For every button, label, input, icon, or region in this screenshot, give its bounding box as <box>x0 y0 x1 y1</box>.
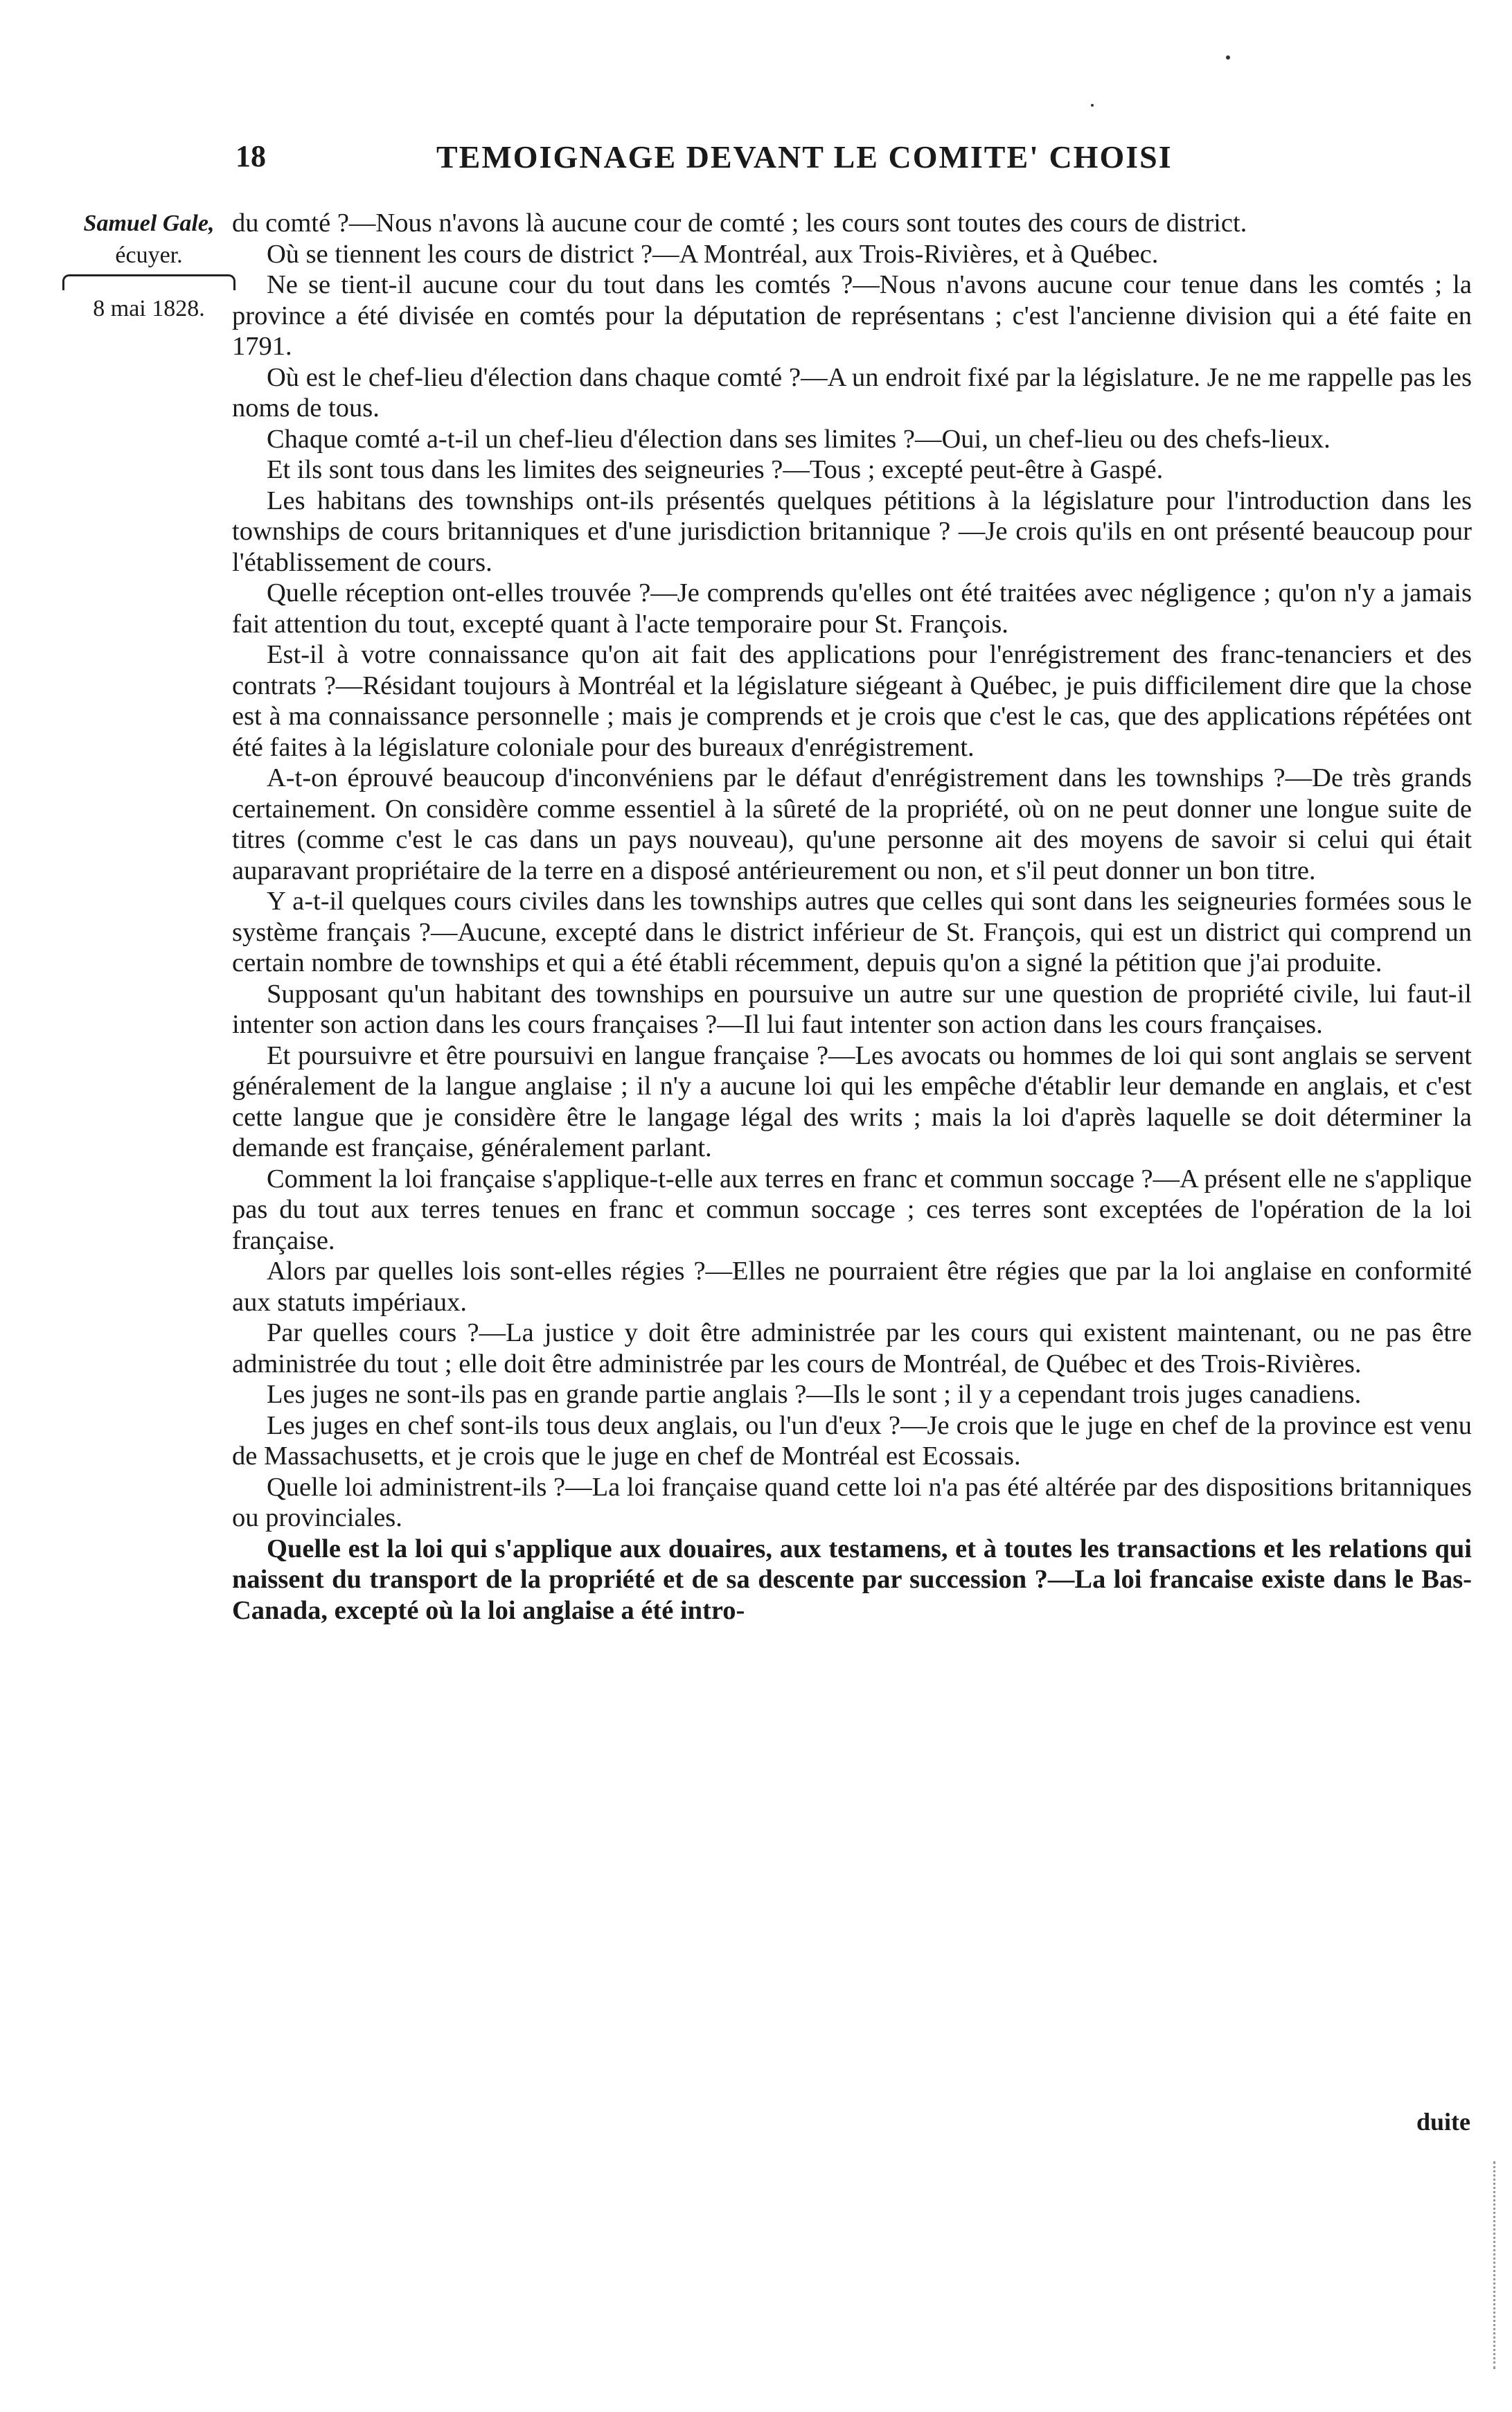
paragraph: A-t-on éprouvé beaucoup d'inconvéniens par le défaut d'enrégistrement dans les townships ?—De très grands certainement. On considère comme essentiel à la sûreté de la propriété, où on ne peut donner une longue suite de titres (comme c'est le cas dans un pays nouveau), qu'une personne ait des moyens de savoir si celui qui était auparavant propriétaire de la terre en a disposé antérieurement ou non, et s'il peut donner un bon titre. <box>232 763 1472 885</box>
paragraph: Les habitans des townships ont-ils présentés quelques pétitions à la législature pour l'introduction dans les townships de cours britanniques et d'une jurisdiction britannique ? —Je crois qu'ils en ont présenté beaucoup pour l'établissement de cours. <box>232 486 1472 577</box>
body-text <box>232 208 1472 1626</box>
margin-note <box>48 208 249 325</box>
page-number: 18 <box>235 139 266 173</box>
paragraph: Est-il à votre connaissance qu'on ait fait des applications pour l'enrégistrement des franc-tenanciers et des contrats ?—Résidant toujours à Montréal et la législature siégeant à Québec, je puis difficilement dire que la chose est à ma connaissance personnelle ; mais je comprends et je crois que c'est le cas, que des applications répétées ont été faites à la législature coloniale pour des bureaux d'enrégistrement. <box>232 640 1472 762</box>
paragraph: Les juges en chef sont-ils tous deux anglais, ou l'un d'eux ?—Je crois que le juge en chef de la province est venu de Massachusetts, et je crois que le juge en chef de Montréal est Ecossais. <box>232 1410 1472 1471</box>
running-title: TEMOIGNAGE DEVANT LE COMITE' CHOISI <box>436 139 1173 175</box>
witness-name: Samuel Gale, <box>83 211 215 236</box>
testimony-date: 8 mai 1828. <box>93 296 205 321</box>
paragraph: Chaque comté a-t-il un chef-lieu d'élection dans ses limites ?—Oui, un chef-lieu ou des chefs-lieux. <box>267 424 1331 454</box>
paragraph: Quelle loi administrent-ils ?—La loi française quand cette loi n'a pas été altérée par des dispositions britanniques ou provinciales. <box>232 1472 1472 1532</box>
paragraph: Et poursuivre et être poursuivi en langue française ?—Les avocats ou hommes de loi qui sont anglais se servent généralement de la langue anglaise ; il n'y a aucune loi qui les empêche d'établir leur demande en anglais, et c'est cette langue que je considère être le langage légal des writs ; mais la loi d'après laquelle se doit déterminer la demande est française, généralement parlant. <box>232 1040 1472 1162</box>
print-speck <box>1091 104 1094 107</box>
paragraph: Alors par quelles lois sont-elles régies ?—Elles ne pourraient être régies que par la loi anglaise en conformité aux statuts impériaux. <box>232 1257 1472 1317</box>
paragraph: Comment la loi française s'applique-t-elle aux terres en franc et commun soccage ?—A présent elle ne s'applique pas du tout aux terres tenues en franc et commun soccage ; ces terres sont exceptées de l'opération de la loi française. <box>232 1164 1472 1255</box>
paragraph: Et ils sont tous dans les limites des seigneuries ?—Tous ; excepté peut-être à Gaspé. <box>267 455 1164 484</box>
paragraph: Quelle réception ont-elles trouvée ?—Je comprends qu'elles ont été traitées avec négligence ; qu'on n'y a jamais fait attention du tout, excepté quant à l'acte temporaire pour St. François. <box>232 578 1472 639</box>
paragraph: Où se tiennent les cours de district ?—A Montréal, aux Trois-Rivières, et à Québec. <box>267 239 1159 269</box>
print-speck <box>1226 55 1230 60</box>
brace-ornament <box>62 274 235 290</box>
witness-title: écuyer. <box>115 242 183 268</box>
page-header <box>229 139 1468 180</box>
paragraph: Par quelles cours ?—La justice y doit être administrée par les cours qui existent maintenant, ou ne pas être administrée du tout ; elle doit être administrée par les cours de Montréal, de Québec et des Trois-Rivières. <box>232 1318 1472 1378</box>
paragraph: Où est le chef-lieu d'élection dans chaque comté ?—A un endroit fixé par la législature. Je ne me rappelle pas les noms de tous. <box>232 362 1472 423</box>
paragraph: Quelle est la loi qui s'applique aux douaires, aux testamens, et à toutes les transactions et les relations qui naissent du transport de la propriété et de sa descente par succession ?—La loi francaise existe dans le Bas-Canada, excepté où la loi anglaise a été intro- <box>232 1534 1472 1625</box>
paragraph: Y a-t-il quelques cours civiles dans les townships autres que celles qui sont dans les seigneuries formées sous le système français ?—Aucune, excepté dans le district inférieur de St. François, qui est un district qui comprend un certain nombre de townships et qui a été établi récemment, depuis qu'on a signé la pétition que j'ai produite. <box>232 887 1472 977</box>
paragraph: Ne se tient-il aucune cour du tout dans les comtés ?—Nous n'avons aucune cour tenue dans les comtés ; la province a été divisée en comtés pour la députation de représentans ; c'est l'ancienne division qui a été faite en 1791. <box>232 270 1472 361</box>
edge-marks <box>1489 2161 1495 2369</box>
paragraph: du comté ?—Nous n'avons là aucune cour de comté ; les cours sont toutes des cours de district. <box>232 209 1247 238</box>
paragraph: Supposant qu'un habitant des townships en poursuive un autre sur une question de propriété civile, lui faut-il intenter son action dans les cours françaises ?—Il lui faut intenter son action dans les cours françaises. <box>232 979 1472 1039</box>
paragraph: Les juges ne sont-ils pas en grande partie anglais ?—Ils le sont ; il y a cependant trois juges canadiens. <box>267 1380 1362 1409</box>
catchword: duite <box>1416 2108 1470 2136</box>
